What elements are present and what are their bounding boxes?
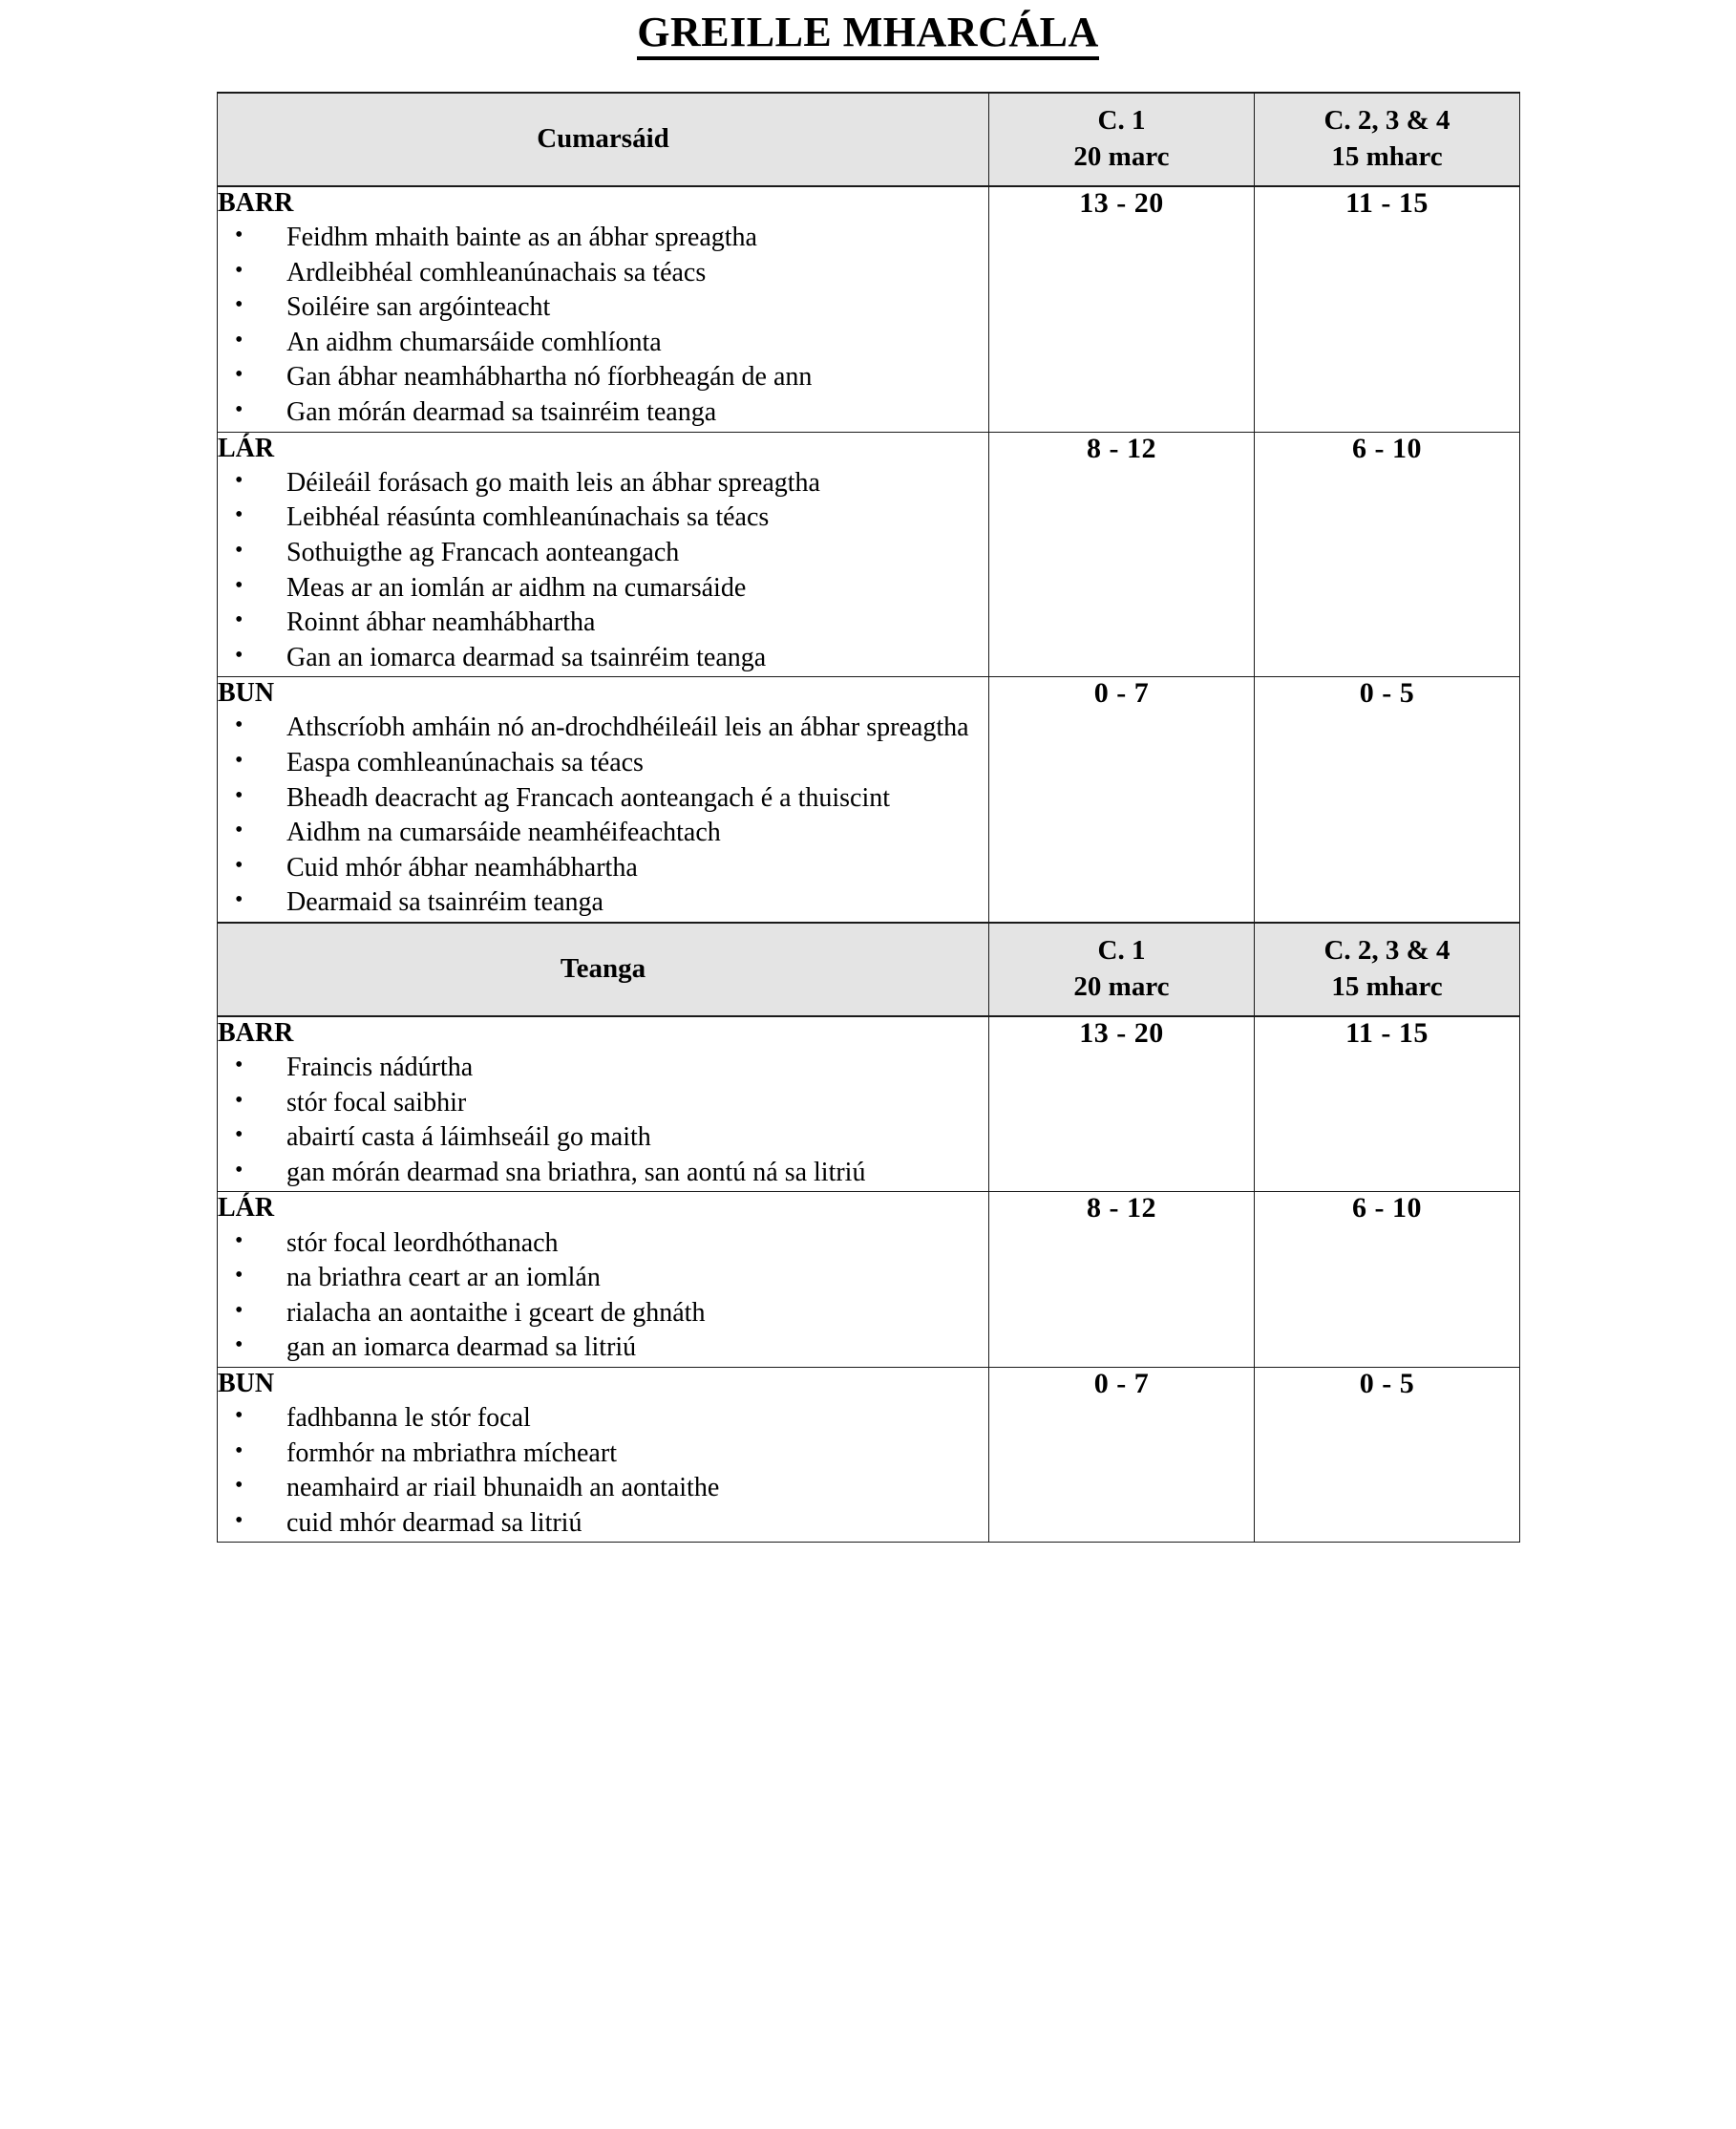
column-header-c1-line1: C. 1 <box>1097 105 1146 137</box>
score-cell-c234: 0 - 5 <box>1255 1367 1520 1542</box>
score-cell-c234: 11 - 15 <box>1255 186 1520 432</box>
list-item: • Soiléire san argóinteacht <box>218 291 988 325</box>
list-item: • Gan ábhar neamhábhartha nó fíorbheagán de ann <box>218 361 988 394</box>
criteria-list <box>218 222 988 429</box>
page-title-text: GREILLE MHARCÁLA <box>637 11 1099 60</box>
list-item: • Roinnt ábhar neamhábhartha <box>218 607 988 640</box>
list-item: • Easpa comhleanúnachais sa téacs <box>218 747 988 780</box>
list-item: • Bheadh deacracht ag Francach aonteangach é a thuiscint <box>218 782 988 816</box>
list-item: • An aidhm chumarsáide comhlíonta <box>218 327 988 360</box>
criteria-cell-cumarsaid-lar <box>218 432 989 677</box>
list-item: • Sothuigthe ag Francach aonteangach <box>218 537 988 570</box>
criteria-cell-cumarsaid-barr <box>218 186 989 432</box>
column-header-c234-line1: C. 2, 3 & 4 <box>1323 105 1450 137</box>
section-header-row-cumarsaid <box>218 93 1520 186</box>
list-item: • abairtí casta á láimhseáil go maith <box>218 1121 988 1155</box>
column-header-c234 <box>1255 93 1520 186</box>
table-row <box>218 432 1520 677</box>
column-header-c234 <box>1255 923 1520 1016</box>
section-title-cumarsaid: Cumarsáid <box>218 93 989 186</box>
level-label: LÁR <box>218 433 275 463</box>
table-row <box>218 1367 1520 1542</box>
level-label: BUN <box>218 678 275 709</box>
list-item: • Dearmaid sa tsainréim teanga <box>218 886 988 920</box>
level-label: BARR <box>218 188 294 218</box>
list-item: • formhór na mbriathra mícheart <box>218 1437 988 1471</box>
criteria-list <box>218 467 988 674</box>
column-header-c1-line2: 20 marc <box>1073 141 1170 172</box>
list-item: • Gan mórán dearmad sa tsainréim teanga <box>218 396 988 430</box>
criteria-list <box>218 712 988 919</box>
list-item: • Athscríobh amháin nó an-drochdhéileáil leis an ábhar spreagtha <box>218 712 988 745</box>
score-cell-c1: 13 - 20 <box>989 186 1255 432</box>
score-cell-c1: 8 - 12 <box>989 432 1255 677</box>
section-header-row-teanga <box>218 923 1520 1016</box>
level-label: BUN <box>218 1368 275 1398</box>
list-item: • Aidhm na cumarsáide neamhéifeachtach <box>218 817 988 850</box>
page-title <box>0 0 1736 60</box>
table-row <box>218 186 1520 432</box>
list-item: • stór focal leordhóthanach <box>218 1227 988 1261</box>
table-row <box>218 1192 1520 1367</box>
list-item: • Ardleibhéal comhleanúnachais sa téacs <box>218 257 988 290</box>
score-cell-c234: 11 - 15 <box>1255 1016 1520 1192</box>
list-item: • gan mórán dearmad sna briathra, san aontú ná sa litriú <box>218 1157 988 1190</box>
list-item: • stór focal saibhir <box>218 1087 988 1120</box>
column-header-c234-line1: C. 2, 3 & 4 <box>1323 935 1450 967</box>
column-header-c234-line2: 15 mharc <box>1331 141 1443 172</box>
score-cell-c1: 8 - 12 <box>989 1192 1255 1367</box>
criteria-list <box>218 1402 988 1540</box>
column-header-c1 <box>989 93 1255 186</box>
list-item: • na briathra ceart ar an iomlán <box>218 1262 988 1295</box>
level-label: LÁR <box>218 1193 275 1224</box>
column-header-c1 <box>989 923 1255 1016</box>
list-item: • Fraincis nádúrtha <box>218 1052 988 1085</box>
score-cell-c1: 0 - 7 <box>989 1367 1255 1542</box>
section-title-teanga: Teanga <box>218 923 989 1016</box>
list-item: • Cuid mhór ábhar neamhábhartha <box>218 852 988 885</box>
table-row <box>218 677 1520 923</box>
list-item: • fadhbanna le stór focal <box>218 1402 988 1436</box>
column-header-c1-line2: 20 marc <box>1073 970 1170 1002</box>
table-row <box>218 1016 1520 1192</box>
criteria-list <box>218 1227 988 1365</box>
column-header-c234-line2: 15 mharc <box>1331 970 1443 1002</box>
level-label: BARR <box>218 1017 294 1048</box>
list-item: • neamhaird ar riail bhunaidh an aontaithe <box>218 1472 988 1505</box>
score-cell-c1: 13 - 20 <box>989 1016 1255 1192</box>
criteria-cell-teanga-bun <box>218 1367 989 1542</box>
list-item: • cuid mhór dearmad sa litriú <box>218 1507 988 1541</box>
list-item: • Leibhéal réasúnta comhleanúnachais sa téacs <box>218 501 988 535</box>
column-header-c1-line1: C. 1 <box>1097 935 1146 967</box>
criteria-list <box>218 1052 988 1189</box>
score-cell-c234: 6 - 10 <box>1255 432 1520 677</box>
score-cell-c234: 6 - 10 <box>1255 1192 1520 1367</box>
list-item: • Gan an iomarca dearmad sa tsainréim teanga <box>218 642 988 675</box>
criteria-cell-teanga-barr <box>218 1016 989 1192</box>
list-item: • Déileáil forásach go maith leis an ábhar spreagtha <box>218 467 988 500</box>
criteria-cell-cumarsaid-bun <box>218 677 989 923</box>
marking-grid-table <box>217 92 1520 1543</box>
score-cell-c1: 0 - 7 <box>989 677 1255 923</box>
list-item: • Feidhm mhaith bainte as an ábhar spreagtha <box>218 222 988 255</box>
score-cell-c234: 0 - 5 <box>1255 677 1520 923</box>
list-item: • gan an iomarca dearmad sa litriú <box>218 1331 988 1365</box>
list-item: • Meas ar an iomlán ar aidhm na cumarsáide <box>218 572 988 606</box>
list-item: • rialacha an aontaithe i gceart de ghnáth <box>218 1297 988 1331</box>
criteria-cell-teanga-lar <box>218 1192 989 1367</box>
